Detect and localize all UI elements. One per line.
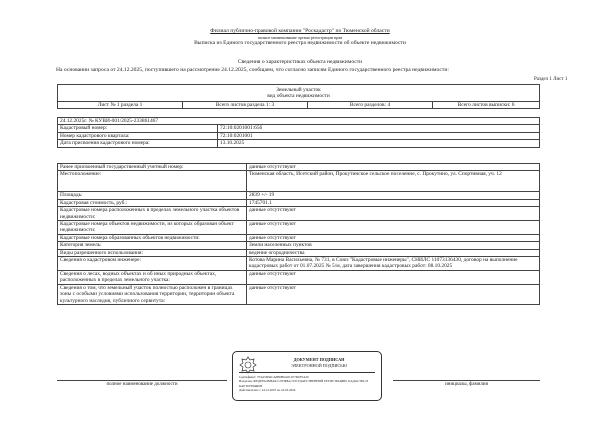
row-label: Кадастровые номера расположенных в пределах земельного участка объектов недвижимости: <box>58 207 247 221</box>
row-label: Сведения о том, что земельный участок полностью расположен в границах зоны с особыми условиями использования территории, территории объекта культурного наследия, публичного сервитута: <box>58 284 247 304</box>
row-value: 1745701.1 <box>247 199 540 206</box>
table-row <box>58 192 540 199</box>
row-label: Номер кадастрового квартала: <box>58 132 218 139</box>
row-value: данные отсутствуют <box>247 221 540 235</box>
doc-number: 24.12.2025г. № КУВИ-001/2025-233861467 <box>58 118 540 125</box>
stamp-title: ДОКУМЕНТ ПОДПИСАН <box>293 357 345 362</box>
details-table <box>57 163 540 305</box>
row-label: Сведения о лесах, водных объектах и об иных природных объектах, расположенных в пределах земельного участка: <box>58 270 247 284</box>
row-value: ведение огородничества <box>247 249 540 256</box>
row-value: данные отсутствуют <box>247 164 540 171</box>
section-mark: Раздел 1 Лист 1 <box>534 77 568 82</box>
stamp-subtitle: ЭЛЕКТРОННОЙ ПОДПИСЬЮ <box>290 363 348 368</box>
position-label: полное наименование должности <box>106 382 178 387</box>
table-row <box>58 132 540 139</box>
table-row <box>58 171 540 192</box>
row-value: Земли населенных пунктов <box>247 242 540 249</box>
row-label: Площадь: <box>58 192 247 199</box>
org-name: Филиал публично-правовой компании "Роскадастр" по Тюменской области <box>210 28 390 34</box>
sheets-in-section: Всего листов раздела 1: 3 <box>183 102 308 109</box>
row-value: данные отсутствуют <box>247 270 540 284</box>
row-value: 2839 +/- 19 <box>247 192 540 199</box>
table-row <box>58 234 540 241</box>
stamp-validity: Действителен: с 24.12.2025 по 24.03.2026 <box>239 388 296 393</box>
row-value: Тюменская область, Исетский район, Прокутинское сельское поселение, с. Прокутино, ул. Спортивная, уч. 12 <box>247 171 540 192</box>
position-line <box>57 380 227 381</box>
row-label: Местоположение: <box>58 171 247 192</box>
table-row <box>58 140 540 147</box>
request-text: На основании запроса от 24.12.2025, поступившего на рассмотрение 24.12.2025, сообщаем, что согласно записям Единого государственного реестра недвижимости: <box>56 67 449 73</box>
row-value: 72:10:0201001 <box>218 132 540 139</box>
stamp-divider <box>239 372 375 373</box>
document-subtitle: Сведения о характеристиках объекта недвижимости <box>237 59 363 65</box>
row-label: Кадастровые номера объектов недвижимости, из которых образован объект недвижимости: <box>58 221 247 235</box>
stamp-certificate: Сертификат: 7F4A5D92CA0B0B6A0C1E7D6F5A20 <box>239 375 309 379</box>
row-label: Ранее присвоенный государственный учетный номер: <box>58 164 247 171</box>
row-value: 72:10:0201001:656 <box>218 125 540 132</box>
row-value: данные отсутствуют <box>247 207 540 221</box>
row-value: данные отсутствуют <box>247 284 540 304</box>
row-label: Сведения о кадастровом инженере: <box>58 257 247 271</box>
table-row <box>58 257 540 271</box>
row-label: Кадастровая стоимость, руб.: <box>58 199 247 206</box>
sections-total: Всего разделов: 4 <box>308 102 433 109</box>
ident-table <box>57 117 540 148</box>
row-label: Категория земель: <box>58 242 247 249</box>
row-value: данные отсутствуют <box>247 234 540 241</box>
row-label: Кадастровый номер: <box>58 125 218 132</box>
sheet-number: Лист № 1 раздела 1 <box>58 102 183 109</box>
object-type-subtitle: вид объекта недвижимости <box>267 93 330 100</box>
stamp-details <box>239 375 377 393</box>
row-label: Виды разрешенного использования: <box>58 249 247 256</box>
row-value: 13.10.2025 <box>218 140 540 147</box>
row-value: Котова Марина Васильевна, № 731, в Союз "Кадастровые инженеры", СНИЛС 11073136430, договор на выполнение кадастровых работ от 01.07.2025 № 5/м, дата завершения кадастровых работ: 08.10.2025 <box>247 257 540 271</box>
org-subtitle: полное наименование органа регистрации прав <box>257 35 343 40</box>
row-label: Кадастровые номера образованных объектов недвижимости: <box>58 234 247 241</box>
name-label: инициалы, фамилия <box>445 382 488 387</box>
document-type: Выписка из Единого государственного реестра недвижимости об объекте недвижимости <box>194 40 406 46</box>
table-row <box>58 249 540 256</box>
object-header-table <box>57 84 540 109</box>
row-label: Дата присвоения кадастрового номера: <box>58 140 218 147</box>
table-row <box>58 284 540 304</box>
object-type-cell <box>58 85 540 102</box>
name-line <box>393 380 540 381</box>
table-row <box>58 242 540 249</box>
signature-stamp <box>232 351 382 401</box>
table-row <box>58 207 540 221</box>
table-row <box>58 125 540 132</box>
stamp-owner: Владелец: ФЕДЕРАЛЬНАЯ СЛУЖБА ГОСУДАРСТВЕННОЙ РЕГИСТРАЦИИ, КАДАСТРА И КАРТОГРАФИИ <box>239 379 368 388</box>
table-row <box>58 270 540 284</box>
sheets-total: Всего листов выписки: 6 <box>433 102 540 109</box>
table-row <box>58 221 540 235</box>
table-row <box>58 164 540 171</box>
object-type-title: Земельный участок <box>276 87 321 93</box>
table-row <box>58 199 540 206</box>
